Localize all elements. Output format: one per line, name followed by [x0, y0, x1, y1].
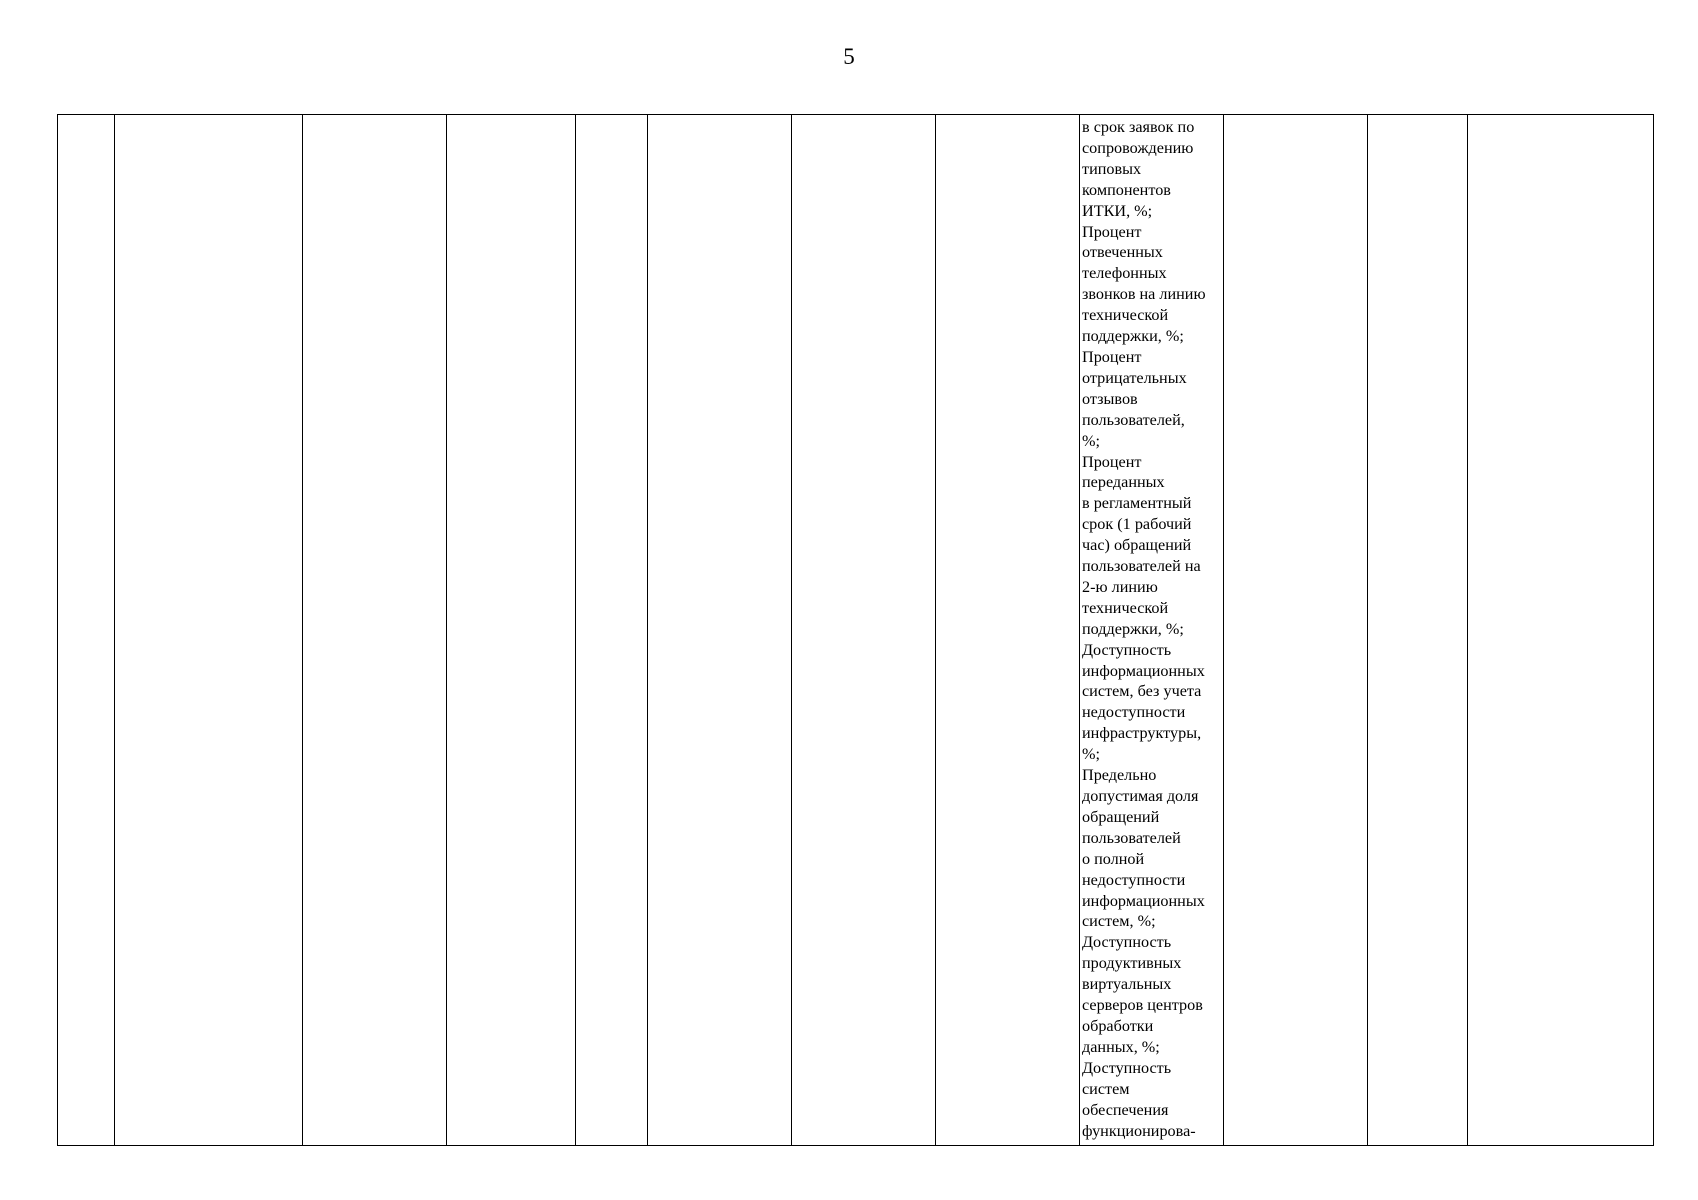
indicator-text-line: сопровождению [1082, 138, 1194, 157]
indicator-text-line: %; [1082, 431, 1100, 450]
indicator-text-line: компонентов [1082, 180, 1171, 199]
indicator-text-line: технической [1082, 306, 1169, 325]
indicator-text-line: пользователей, [1082, 410, 1185, 429]
table-row [58, 115, 1654, 1146]
indicators-cell [1080, 115, 1224, 1146]
indicator-text-line: технической [1082, 598, 1169, 617]
indicator-text-line: о полной [1082, 849, 1145, 868]
indicator-text-line: обращений [1082, 807, 1160, 826]
indicator-text-line: Процент [1082, 347, 1142, 366]
table-cell-col5 [576, 115, 648, 1146]
indicator-text-line: в регламентный [1082, 494, 1192, 513]
indicator-text-line: поддержки, %; [1082, 327, 1184, 346]
indicator-text-line: систем, без учета [1082, 682, 1202, 701]
indicator-text-line: %; [1082, 745, 1100, 764]
indicator-text-line: срок (1 рабочий [1082, 515, 1192, 534]
indicator-text-line: Процент [1082, 222, 1142, 241]
table-cell-col10 [1224, 115, 1368, 1146]
indicator-text-line: допустимая доля [1082, 787, 1199, 805]
table-cell-col11 [1368, 115, 1468, 1146]
indicator-text-line: информационных [1082, 661, 1205, 680]
indicator-text-line: звонков на линию [1082, 285, 1206, 304]
indicator-text-line: пользователей на [1082, 557, 1201, 576]
table-cell-col2 [115, 115, 303, 1146]
indicator-text-line: 2-ю линию [1082, 577, 1158, 596]
indicator-text-line: отзывов [1082, 389, 1138, 408]
indicator-text-line: обеспечения [1082, 1100, 1169, 1119]
indicator-text-line: систем [1082, 1079, 1130, 1098]
indicator-text-line: поддержки, %; [1082, 619, 1184, 638]
indicator-text-line: Процент [1082, 452, 1142, 471]
indicator-text-line: отрицательных [1082, 368, 1187, 387]
indicator-text-line: телефонных [1082, 264, 1167, 283]
page-number: 5 [843, 44, 855, 69]
indicator-text-line: Доступность [1082, 933, 1172, 952]
indicator-text-line: систем, %; [1082, 912, 1156, 931]
indicator-text-line: типовых [1082, 159, 1142, 178]
table-cell-col7 [792, 115, 936, 1146]
indicator-text-line: час) обращений [1082, 536, 1192, 555]
indicator-text-line: информационных [1082, 891, 1205, 910]
indicator-text-line: отвеченных [1082, 243, 1163, 262]
indicator-text-line: продуктивных [1082, 954, 1182, 973]
table-cell-col8 [936, 115, 1080, 1146]
indicator-text-line: виртуальных [1082, 975, 1172, 994]
indicator-text-line: данных, %; [1082, 1037, 1160, 1056]
indicator-text-line: Доступность [1082, 640, 1172, 659]
table-cell-col6 [648, 115, 792, 1146]
data-table [57, 114, 1654, 1146]
indicator-text-line: серверов центров [1082, 996, 1203, 1015]
indicator-text-line: ИТКИ, %; [1082, 201, 1153, 220]
indicator-text-line: Предельно [1082, 766, 1157, 785]
indicator-text-line: Доступность [1082, 1058, 1172, 1077]
table-cell-col1 [58, 115, 115, 1146]
indicator-text-line: пользователей [1082, 828, 1181, 847]
indicator-text-line: недоступности [1082, 870, 1186, 889]
table-cell-col4 [447, 115, 576, 1146]
indicator-text-line: в срок заявок по [1082, 118, 1195, 136]
indicator-text-line: обработки [1082, 1016, 1154, 1035]
indicator-text-line: инфраструктуры, [1082, 724, 1202, 743]
indicator-text-line: переданных [1082, 473, 1165, 492]
table-cell-col3 [303, 115, 447, 1146]
indicator-text-line: недоступности [1082, 703, 1186, 722]
table-cell-col12 [1468, 115, 1654, 1146]
indicator-text-line: функционирова- [1082, 1121, 1196, 1140]
